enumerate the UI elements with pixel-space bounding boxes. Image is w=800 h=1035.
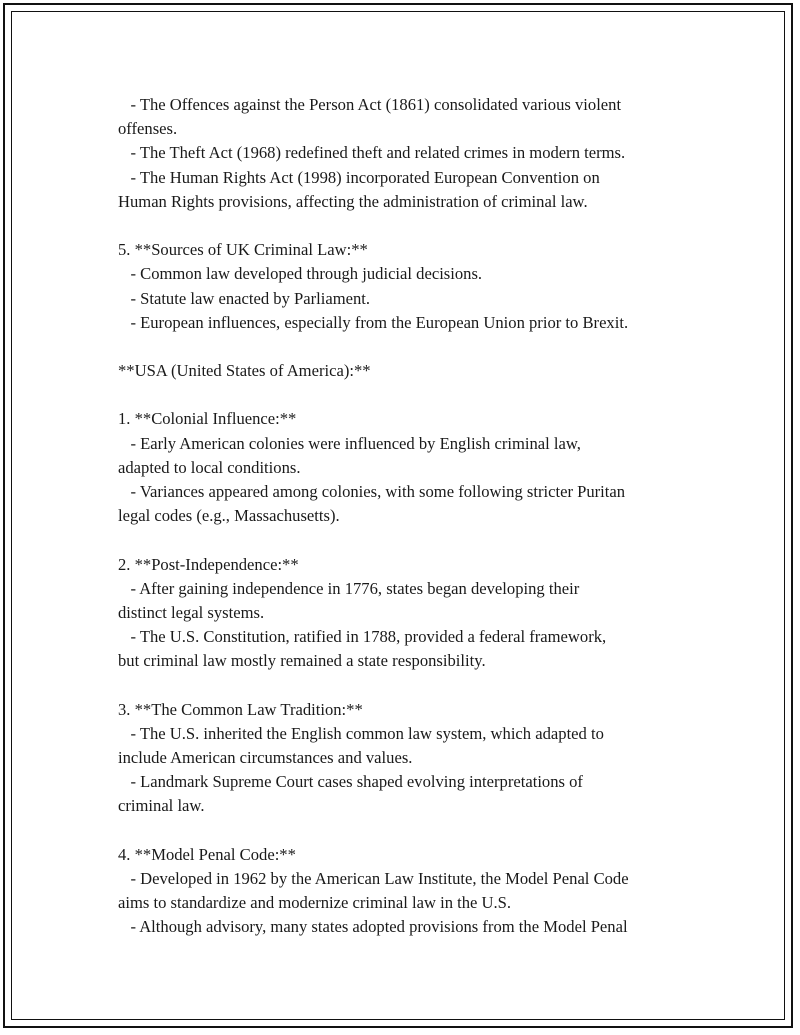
text-line: - The U.S. inherited the English common law system, which adapted to — [118, 723, 604, 743]
blank-line — [118, 335, 698, 359]
text-line: - Statute law enacted by Parliament. — [118, 288, 371, 308]
section-heading: 2. **Post-Independence:** — [118, 554, 299, 574]
text-line: distinct legal systems. — [118, 602, 265, 622]
section-heading: 1. **Colonial Influence:** — [118, 409, 297, 429]
text-line: include American circumstances and values. — [118, 748, 413, 768]
text-line: - Although advisory, many states adopted provisions from the Model Penal — [118, 917, 628, 937]
text-line: - Variances appeared among colonies, with some following stricter Puritan — [118, 482, 626, 501]
text-line: adapted to local conditions. — [118, 457, 301, 477]
document-text — [118, 93, 698, 940]
text-line: aims to standardize and modernize criminal law in the U.S. — [118, 893, 512, 913]
blank-line — [118, 528, 698, 552]
text-line: - The Offences against the Person Act (1861) consolidated various violent — [118, 95, 622, 114]
text-line: - The Theft Act (1968) redefined theft and related crimes in modern terms. — [118, 143, 626, 163]
text-line: criminal law. — [118, 796, 205, 816]
text-line: - Developed in 1962 by the American Law Institute, the Model Penal Code — [118, 869, 629, 888]
text-line: - European influences, especially from the European Union prior to Brexit. — [118, 312, 629, 332]
text-line: offenses. — [118, 119, 178, 139]
text-line: - The U.S. Constitution, ratified in 1788, provided a federal framework, — [118, 627, 607, 647]
section-heading: 4. **Model Penal Code:** — [118, 844, 296, 864]
country-heading: **USA (United States of America):** — [118, 361, 371, 381]
text-line: - The Human Rights Act (1998) incorporated European Convention on — [118, 167, 600, 187]
blank-line — [118, 383, 698, 407]
blank-line — [118, 819, 698, 843]
text-line: - Early American colonies were influenced by English criminal law, — [118, 433, 581, 453]
text-line: legal codes (e.g., Massachusetts). — [118, 506, 340, 526]
section-heading: 5. **Sources of UK Criminal Law:** — [118, 240, 368, 260]
text-line: Human Rights provisions, affecting the administration of criminal law. — [118, 191, 588, 211]
section-heading: 3. **The Common Law Tradition:** — [118, 699, 363, 719]
blank-line — [118, 674, 698, 698]
text-line: but criminal law mostly remained a state responsibility. — [118, 651, 486, 671]
blank-line — [118, 214, 698, 238]
text-line: - After gaining independence in 1776, states began developing their — [118, 578, 580, 598]
text-line: - Common law developed through judicial decisions. — [118, 264, 483, 284]
text-line: - Landmark Supreme Court cases shaped evolving interpretations of — [118, 772, 583, 792]
